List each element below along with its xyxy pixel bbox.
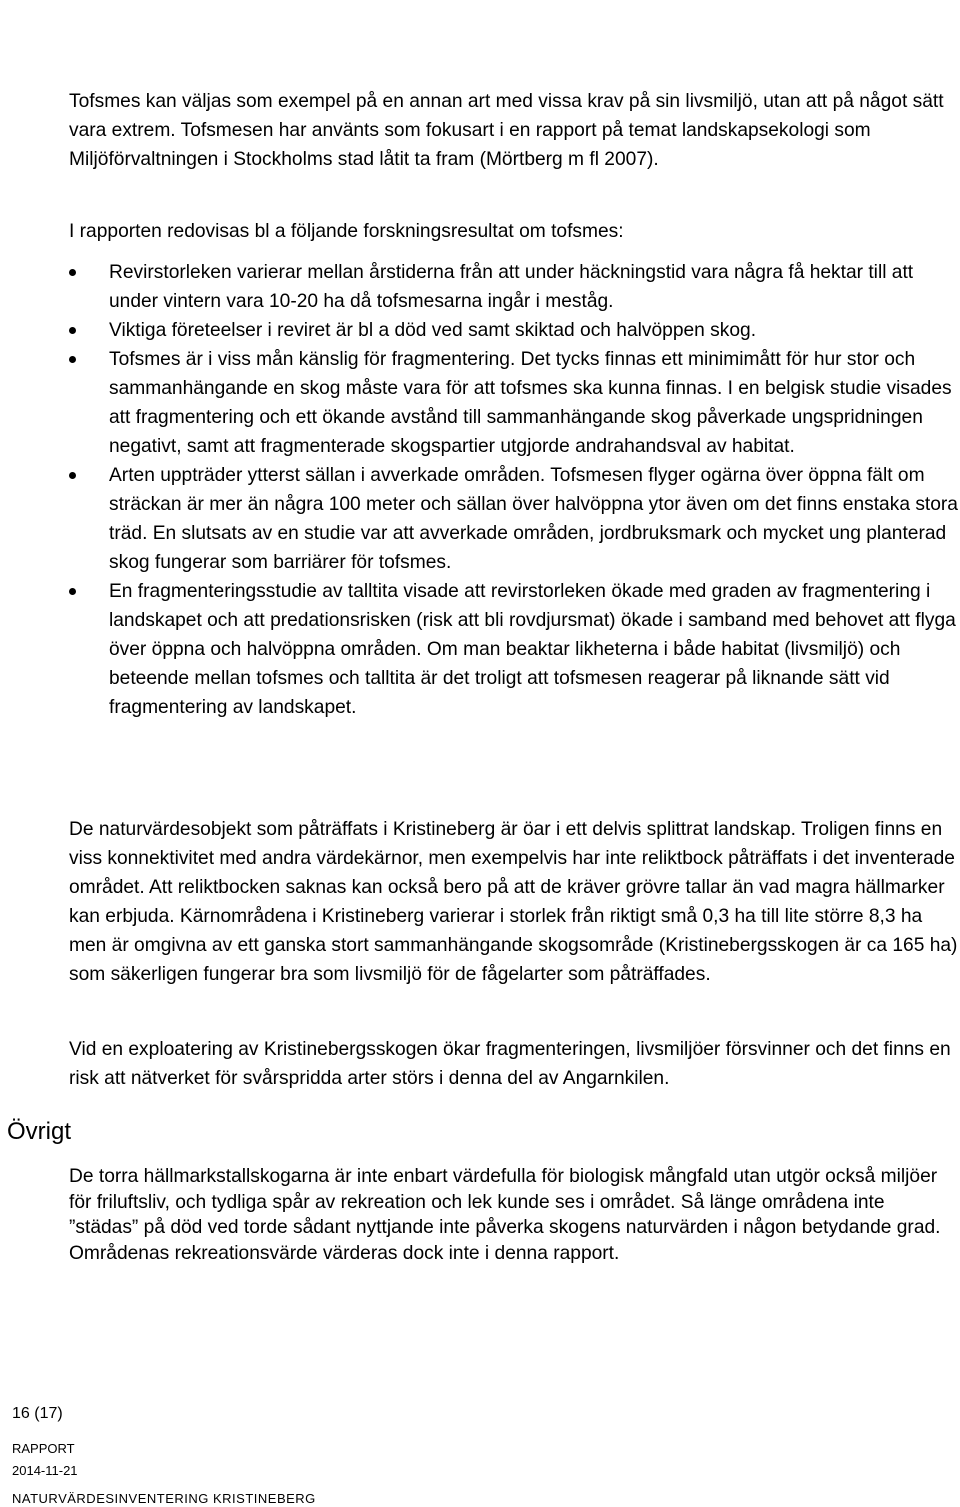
list-item	[69, 577, 959, 722]
document-type: RAPPORT	[12, 1441, 75, 1456]
list-item	[69, 258, 959, 316]
section-heading: Övrigt	[7, 1118, 72, 1145]
list-item-text: Revirstorleken varierar mellan årstiderna från att under häckningstid vara några få hektar till att under vintern vara 10-20 ha då tofsmesarna ingår i meståg.	[109, 262, 914, 312]
list-item-text: Viktiga företeelser i reviret är bl a död ved samt skiktad och halvöppen skog.	[109, 320, 757, 341]
bullet-icon	[69, 356, 76, 363]
bullet-icon	[69, 269, 76, 276]
document-date: 2014-11-21	[12, 1463, 78, 1478]
list-item	[69, 316, 959, 345]
recreation-paragraph: De torra hällmarkstallskogarna är inte enbart värdefulla för biologisk mångfald utan utgör också miljöer för friluftsliv, och tydliga spår av rekreation och lek kunde ses i området. Så länge områdena inte ”städas” på död ved torde sådant nyttjande inte påverka skogens naturvärden i någon betydande grad. Områdenas rekreationsvärde värderas dock inte i denna rapport.	[69, 1166, 941, 1264]
list-item-text: Arten uppträder ytterst sällan i avverkade områden. Tofsmesen flyger ogärna över öppna fält om sträckan är mer än några 100 meter och sällan över halvöppna ytor även om det finns enstaka stora träd. En slutsats av en studie var att avverkade områden, jordbruksmark och mycket ung planterad skog fungerar som barriärer för tofsmes.	[109, 465, 958, 573]
list-item	[69, 345, 959, 461]
page-number: 16 (17)	[12, 1405, 63, 1422]
document-title: NATURVÄRDESINVENTERING KRISTINEBERG	[12, 1491, 316, 1506]
research-intro: I rapporten redovisas bl a följande forskningsresultat om tofsmes:	[69, 221, 624, 242]
list-item-text: Tofsmes är i viss mån känslig för fragmentering. Det tycks finnas ett minimimått för hur stor och sammanhängande en skog måste vara för att tofsmes ska kunna finnas. I en belgisk studie visades att fragmentering och ett ökande avstånd till sammanhängande skog påverkade ungspridningen negativt, samt att fragmenterade skogspartier utgjorde andrahandsval av habitat.	[109, 349, 952, 457]
intro-paragraph: Tofsmes kan väljas som exempel på en annan art med vissa krav på sin livsmiljö, utan att på något sätt vara extrem. Tofsmesen har använts som fokusart i en rapport på temat landskapsekologi som Miljöförvaltningen i Stockholms stad låtit ta fram (Mörtberg m fl 2007).	[69, 91, 944, 170]
kristineberg-paragraph: De naturvärdesobjekt som påträffats i Kristineberg är öar i ett delvis splittrat landskap. Troligen finns en viss konnektivitet med andra värdekärnor, men exempelvis har inte reliktbock påträffats i det inventerade området. Att reliktbocken saknas kan också bero på att de kräver grövre tallar än vad magra hällmarker kan erbjuda. Kärnområdena i Kristineberg varierar i storlek från riktigt små 0,3 ha till lite större 8,3 ha men är omgivna av ett ganska stort sammanhängande skogsområde (Kristinebergsskogen är ca 165 ha) som säkerligen fungerar bra som livsmiljö för de fågelarter som påträffades.	[69, 819, 958, 985]
list-item	[69, 461, 959, 577]
list-item-text: En fragmenteringsstudie av talltita visade att revirstorleken ökade med graden av fragmentering i landskapet och att predationsrisken (risk att bli rovdjursmat) ökade i samband med behovet att flyga över öppna och halvöppna områden. Om man beaktar likheterna i både habitat (livsmiljö) och beteende mellan tofsmes och talltita är det troligt att tofsmesen reagerar på liknande sätt vid fragmentering av landskapet.	[109, 581, 956, 718]
bullet-icon	[69, 472, 76, 479]
bullet-icon	[69, 327, 76, 334]
research-results-list	[69, 258, 959, 722]
bullet-icon	[69, 588, 76, 595]
exploitation-paragraph: Vid en exploatering av Kristinebergsskogen ökar fragmenteringen, livsmiljöer försvinner och det finns en risk att nätverket för svårspridda arter störs i denna del av Angarnkilen.	[69, 1039, 951, 1089]
